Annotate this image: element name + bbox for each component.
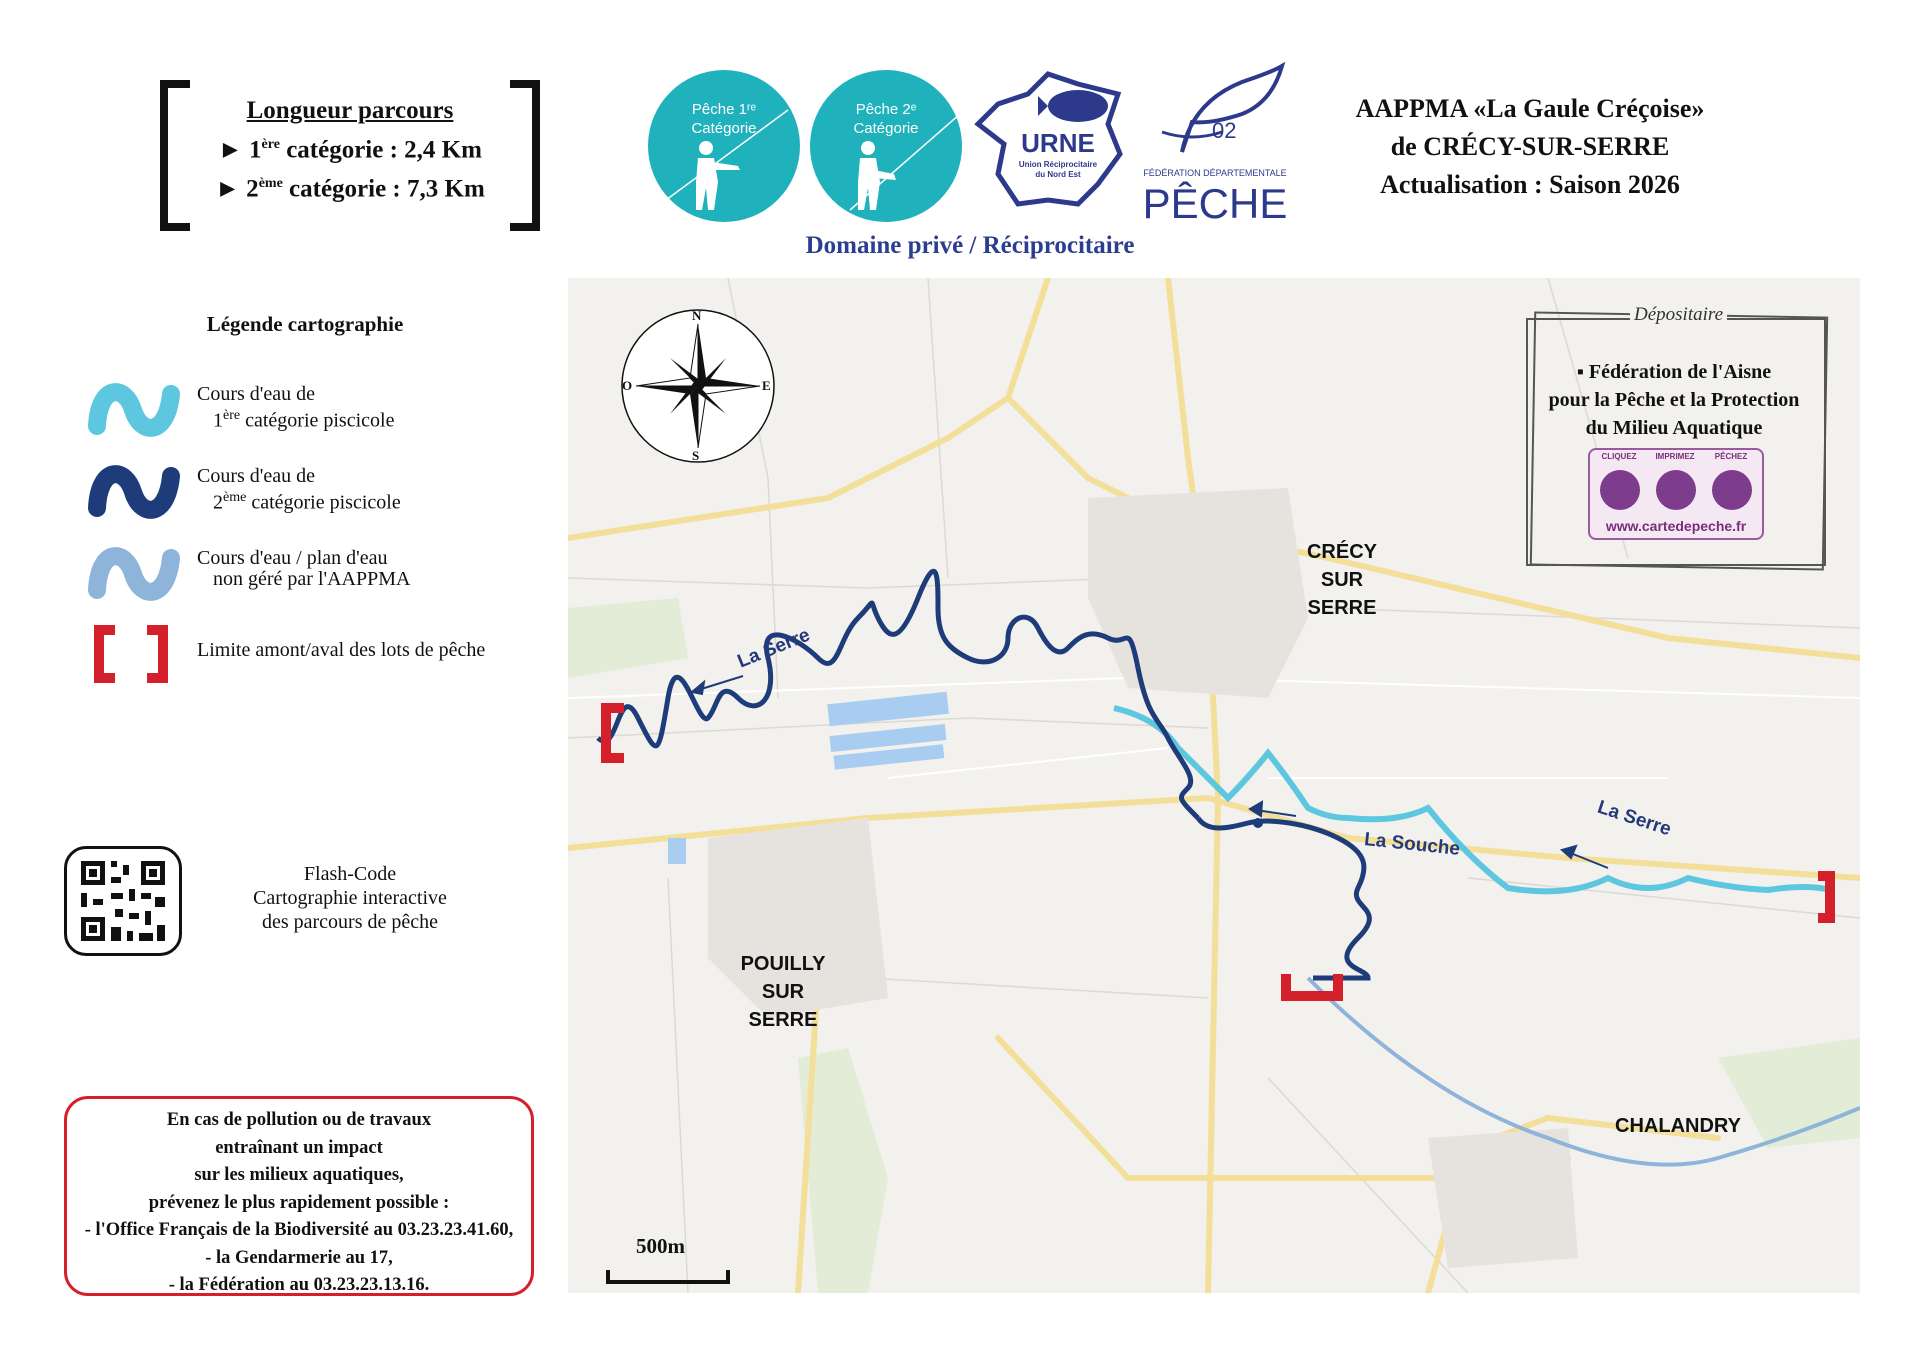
bracket-right xyxy=(510,80,540,231)
legend-item-cat1: Cours d'eau de 1ère catégorie piscicole xyxy=(85,376,565,446)
angler-icon xyxy=(648,70,800,222)
length-box xyxy=(160,80,540,215)
legend-title: Légende cartographie xyxy=(206,312,404,336)
wave-icon xyxy=(85,376,185,446)
legend-item-cat2: Cours d'eau de 2ème catégorie piscicole xyxy=(85,458,565,528)
depositaire-label: Dépositaire xyxy=(1630,304,1727,326)
limit-bracket-icon xyxy=(85,622,185,692)
scale-label: 500m xyxy=(636,1234,685,1258)
urne-logo: URNE Union Réciprocitaire du Nord Est xyxy=(968,64,1130,214)
depositaire-box xyxy=(1526,304,1826,566)
peche-1-categorie-logo: Pêche 1ʳᵉ Catégorie xyxy=(648,70,800,222)
confluence-point xyxy=(1253,818,1263,828)
compass-rose: N S E O xyxy=(618,306,778,466)
fishing-map[interactable] xyxy=(568,278,1860,1293)
wave-icon xyxy=(85,458,185,528)
fish-icon xyxy=(1712,470,1752,510)
length-cat2: ► 2ème catégorie : 7,3 Km xyxy=(215,175,485,203)
length-cat1: ► 1ère catégorie : 2,4 Km xyxy=(218,136,482,164)
river-label-serre-east: La Serre xyxy=(1594,796,1674,841)
cartedepeche-badge[interactable]: CLIQUEZ IMPRIMEZ PÊCHEZ www.cartedepeche.fr xyxy=(1588,448,1764,540)
peche-2-categorie-logo: Pêche 2ᵉ Catégorie xyxy=(810,70,962,222)
river-label-souche: La Souche xyxy=(1363,829,1461,860)
angler-icon xyxy=(810,70,962,222)
legend-item-limite: Limite amont/aval des lots de pêche xyxy=(85,622,565,692)
click-icon xyxy=(1600,470,1640,510)
fish-icon xyxy=(1132,62,1290,162)
print-icon xyxy=(1656,470,1696,510)
length-title: Longueur parcours xyxy=(246,97,454,124)
legend-item-non-gere: Cours d'eau / plan d'eau non géré par l'AAPPMA xyxy=(85,540,565,610)
river-souche xyxy=(1198,818,1369,978)
town-chalandry-label: CHALANDRY xyxy=(1615,1115,1741,1137)
domaine-text: Domaine privé / Réciprocitaire xyxy=(805,232,1135,259)
depositaire-text: ▪ Fédération de l'Aisne pour la Pêche et la Protection du Milieu Aquatique xyxy=(1548,361,1800,439)
bracket-left xyxy=(160,80,190,231)
federation-peche-logo: 02 FÉDÉRATION DÉPARTEMENTALE PÊCHE xyxy=(1132,62,1290,230)
page-title: AAPPMA «La Gaule Créçoise» de CRÉCY-SUR-SERRE Actualisation : Saison 2026 xyxy=(1355,94,1705,199)
qr-code[interactable] xyxy=(64,846,182,956)
qr-caption: Flash-Code Cartographie interactive des parcours de pêche xyxy=(253,863,447,933)
river-label-serre-west: La Serre xyxy=(734,624,814,673)
town-pouilly-label: POUILLY SUR SERRE xyxy=(740,953,826,1031)
qr-code-icon xyxy=(67,849,179,953)
pollution-warning-box: En cas de pollution ou de travaux entraînant un impact sur les milieux aquatiques, prévenez le plus rapidement possible : - l'Office Français de la Biodiversité au 03.23.23.41.60, - la Gendarmerie au 17, - la Fédération au 03.23.23.13.16. xyxy=(64,1096,534,1296)
length-text xyxy=(200,94,500,207)
compass-icon xyxy=(618,306,778,466)
scale-bar xyxy=(608,1270,728,1282)
town-crecy-label: CRÉCY SUR SERRE xyxy=(1306,541,1377,619)
wave-icon xyxy=(85,540,185,610)
